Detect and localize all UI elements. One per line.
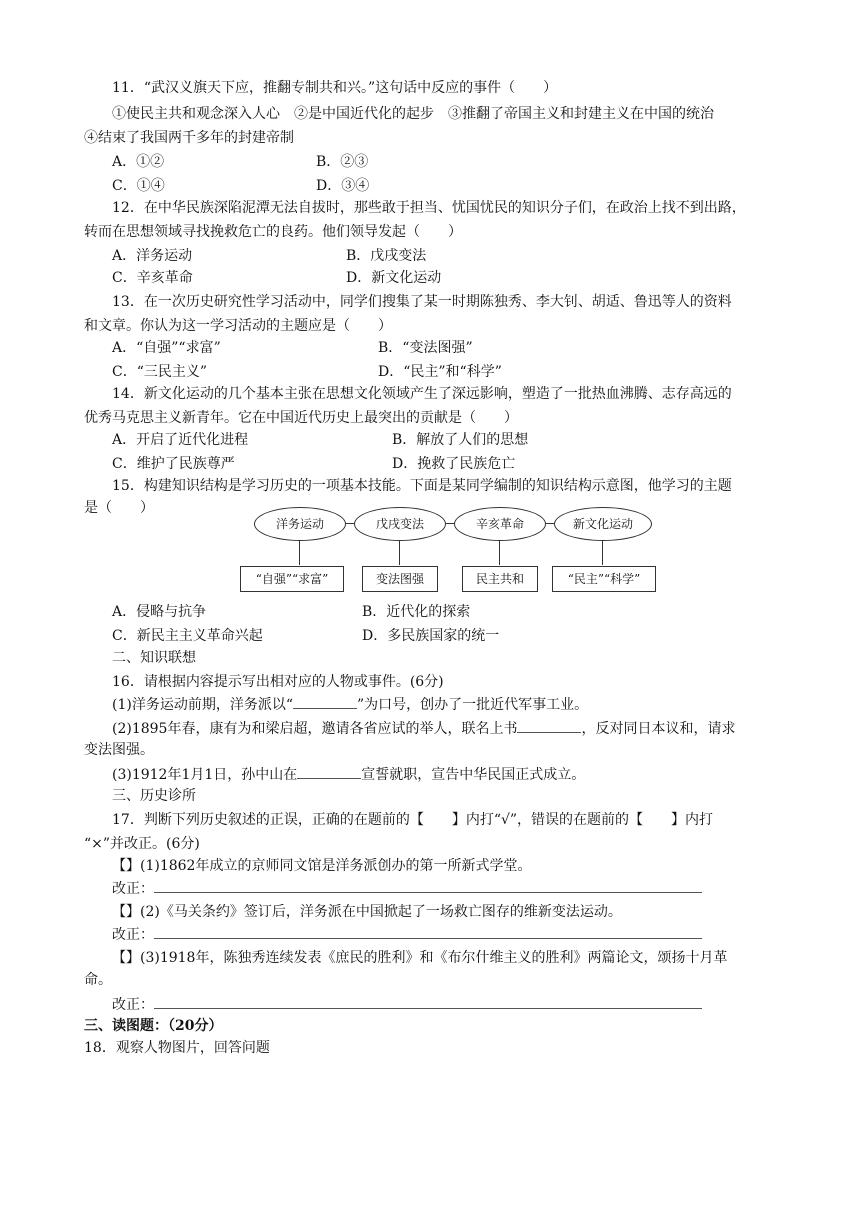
q16-item-2 <box>112 718 735 739</box>
q17-fix-label-1: 改正： <box>112 881 154 897</box>
q16-blank-3[interactable] <box>297 764 361 779</box>
q15-option-c[interactable]: C．新民主主义革命兴起 <box>112 628 263 644</box>
q15-option-a[interactable]: A．侵略与抗争 <box>112 604 207 620</box>
q16-item-1-text-a: (1)洋务运动前期，洋务派以“ <box>112 697 293 713</box>
q17-fix-2 <box>112 924 702 945</box>
q17-fix-input-1[interactable] <box>154 878 702 893</box>
q13-option-a[interactable]: A．“自强”“求富” <box>112 340 221 356</box>
diagram-theme-3: 民主共和 <box>462 566 538 592</box>
q17-item-3: 【】(3)1918年，陈独秀连续发表《庶民的胜利》和《布尔什维主义的胜利》两篇论文，颂扬十月革 <box>112 950 728 966</box>
q16-item-2-text-b: ，反对同日本议和，请求 <box>581 721 736 737</box>
q15-option-b[interactable]: B．近代化的探索 <box>362 604 471 620</box>
q12-option-a[interactable]: A．洋务运动 <box>112 248 193 264</box>
q16-item-1-text-b: ”为口号，创办了一批近代军事工业。 <box>357 697 589 713</box>
q17-stem-cont: “×”并改正。(6分) <box>84 836 200 852</box>
q16-item-3 <box>112 764 585 785</box>
q14-option-a[interactable]: A．开启了近代化进程 <box>112 432 249 448</box>
q16-stem: 16．请根据内容提示写出相对应的人物或事件。(6分) <box>112 674 444 690</box>
q11-statements-cont: ④结束了我国两千多年的封建帝制 <box>84 130 294 146</box>
q17-fix-1 <box>112 878 702 899</box>
q17-item-2: 【】(2)《马关条约》签订后，洋务派在中国掀起了一场救亡图存的维新变法运动。 <box>112 904 622 920</box>
q11-statements: ①使民主共和观念深入人心 ②是中国近代化的起步 ③推翻了帝国主义和封建主义在中国的统治 <box>112 106 714 122</box>
q16-item-2-text-a: (2)1895年春，康有为和梁启超，邀请各省应试的举人，联名上书 <box>112 721 518 737</box>
q18-stem: 18．观察人物图片，回答问题 <box>84 1040 270 1056</box>
diagram-connector-3 <box>499 541 500 565</box>
q13-stem-cont: 和文章。你认为这一学习活动的主题应是（ ） <box>84 318 392 334</box>
section-read-picture: 三、读图题：（20分） <box>84 1018 223 1034</box>
diagram-connector-2 <box>399 541 400 565</box>
diagram-event-3: 辛亥革命 <box>454 507 546 541</box>
section-knowledge-association: 二、知识联想 <box>112 650 196 666</box>
q12-option-c[interactable]: C．辛亥革命 <box>112 270 193 286</box>
q17-fix-input-3[interactable] <box>154 994 702 1009</box>
q11-option-a[interactable]: A．①② <box>112 154 165 170</box>
q13-option-d[interactable]: D．“民主”和“科学” <box>378 364 502 380</box>
q17-fix-3 <box>112 994 702 1015</box>
q13-stem: 13．在一次历史研究性学习活动中，同学们搜集了某一时期陈独秀、李大钊、胡适、鲁迅等人的资料 <box>112 294 732 310</box>
q17-stem: 17．判断下列历史叙述的正误，正确的在题前的【 】内打“√”，错误的在题前的【 】内打 <box>112 812 714 828</box>
q13-option-b[interactable]: B．“变法图强” <box>378 340 473 356</box>
q15-option-d[interactable]: D．多民族国家的统一 <box>362 628 500 644</box>
q11-stem: 11．“武汉义旗天下应，推翻专制共和兴。”这句话中反应的事件（ ） <box>112 80 558 96</box>
q12-option-b[interactable]: B．戊戌变法 <box>346 248 427 264</box>
q12-stem: 12．在中华民族深陷泥潭无法自拔时，那些敢于担当、忧国忧民的知识分子们，在政治上找不到出路， <box>112 200 746 216</box>
diagram-theme-2: 变法图强 <box>362 566 438 592</box>
q14-stem: 14．新文化运动的几个基本主张在思想文化领域产生了深远影响，塑造了一批热血沸腾、志存高远的 <box>112 386 732 402</box>
knowledge-structure-diagram <box>240 507 660 597</box>
diagram-theme-4: “民主”“科学” <box>552 566 656 592</box>
diagram-connector-4 <box>602 541 603 565</box>
diagram-event-1: 洋务运动 <box>254 507 346 541</box>
diagram-theme-1: “自强”“求富” <box>240 566 344 592</box>
q17-item-1: 【】(1)1862年成立的京师同文馆是洋务派创办的第一所新式学堂。 <box>112 858 532 874</box>
q16-item-2-cont: 变法图强。 <box>84 742 154 758</box>
q12-option-d[interactable]: D．新文化运动 <box>346 270 442 286</box>
q13-option-c[interactable]: C．“三民主义” <box>112 364 208 380</box>
q17-fix-label-3: 改正： <box>112 997 154 1013</box>
q11-option-c[interactable]: C．①④ <box>112 178 165 194</box>
q14-option-d[interactable]: D．挽救了民族危亡 <box>392 456 516 472</box>
diagram-connector-1 <box>299 541 300 565</box>
q16-item-3-text-a: (3)1912年1月1日，孙中山在 <box>112 767 298 783</box>
q17-fix-label-2: 改正： <box>112 927 154 943</box>
q11-option-d[interactable]: D．③④ <box>316 178 370 194</box>
diagram-event-2: 戊戌变法 <box>354 507 446 541</box>
section-history-clinic: 三、历史诊所 <box>112 788 196 804</box>
q17-fix-input-2[interactable] <box>154 924 702 939</box>
q16-blank-2[interactable] <box>517 718 581 733</box>
diagram-event-4: 新文化运动 <box>554 507 652 541</box>
q16-blank-1[interactable] <box>293 694 357 709</box>
q14-option-c[interactable]: C．维护了民族尊严 <box>112 456 235 472</box>
q17-item-3-cont: 命。 <box>84 972 112 988</box>
q15-stem: 15．构建知识结构是学习历史的一项基本技能。下面是某同学编制的知识结构示意图，他学习的主题 <box>112 478 732 494</box>
q15-stem-cont: 是（ ） <box>84 500 154 516</box>
q14-stem-cont: 优秀马克思主义新青年。它在中国近代历史上最突出的贡献是（ ） <box>84 410 518 426</box>
q16-item-1 <box>112 694 588 715</box>
q12-stem-cont: 转而在思想领域寻找挽救危亡的良药。他们领导发起（ ） <box>84 224 462 240</box>
q11-option-b[interactable]: B．②③ <box>316 154 369 170</box>
q14-option-b[interactable]: B．解放了人们的思想 <box>392 432 529 448</box>
q16-item-3-text-b: 宣誓就职，宣告中华民国正式成立。 <box>361 767 586 783</box>
